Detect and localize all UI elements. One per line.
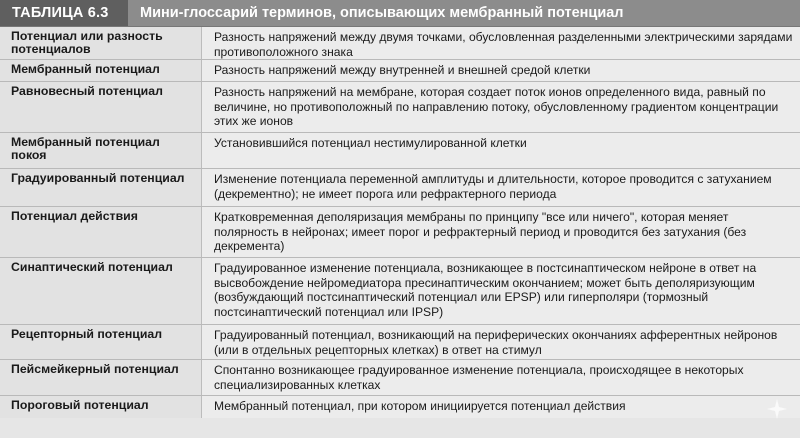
definition-cell: Разность напряжений между внутренней и внешней средой клетки [201, 60, 800, 81]
term-cell: Равновесный потенциал [0, 82, 201, 132]
table-row [0, 258, 800, 325]
table-row [0, 360, 800, 396]
glossary-table [0, 27, 800, 418]
term-cell: Мембранный потенциал [0, 60, 201, 81]
table-row [0, 325, 800, 360]
term-cell: Пороговый потенциал [0, 396, 201, 418]
definition-cell: Установившийся потенциал нестимулированной клетки [201, 133, 800, 168]
sparkle-icon [766, 398, 788, 420]
term-cell: Пейсмейкерный потенциал [0, 360, 201, 395]
table-number: ТАБЛИЦА 6.3 [0, 0, 128, 26]
term-cell: Синаптический потенциал [0, 258, 201, 324]
table-title: Мини-глоссарий терминов, описывающих мембранный потенциал [140, 5, 624, 21]
term-cell: Рецепторный потенциал [0, 325, 201, 359]
definition-cell: Градуированное изменение потенциала, возникающее в постсинаптическом нейроне в ответ на высвобождение нейромедиатора пресинаптическим окончанием; может быть деполяризующим (возбуждающий постсинаптический потенциал или EPSP) или гиперполяри (тормозный постсинаптический потенциал или IPSP) [201, 258, 800, 324]
table-row [0, 27, 800, 60]
term-cell: Мембранный потенциал покоя [0, 133, 201, 168]
definition-cell: Разность напряжений между двумя точками, обусловленная разделенными электрическими зарядами противоположного знака [201, 27, 800, 59]
term-cell: Градуированный потенциал [0, 169, 201, 206]
definition-cell: Спонтанно возникающее градуированное изменение потенциала, происходящее в некоторых специализированных клетках [201, 360, 800, 395]
table-row [0, 60, 800, 82]
term-cell: Потенциал или разность потенциалов [0, 27, 201, 59]
definition-cell: Изменение потенциала переменной амплитуды и длительности, которое проводится с затуханием (декрементно); не имеет порога или рефрактерного периода [201, 169, 800, 206]
table-row [0, 169, 800, 207]
term-cell: Потенциал действия [0, 207, 201, 257]
table-header [0, 0, 800, 27]
table-row [0, 207, 800, 258]
definition-cell: Градуированный потенциал, возникающий на периферических окончаниях афферентных нейронов (или в отдельных рецепторных клетках) в ответ на стимул [201, 325, 800, 359]
definition-cell: Кратковременная деполяризация мембраны по принципу "все или ничего", которая меняет полярность в нейронах; имеет порог и рефрактерный период и проводится без затухания (без декремента) [201, 207, 800, 257]
table-row [0, 82, 800, 133]
table-row [0, 133, 800, 169]
definition-cell: Мембранный потенциал, при котором инициируется потенциал действия [201, 396, 800, 418]
table-row [0, 396, 800, 418]
definition-cell: Разность напряжений на мембране, которая создает поток ионов определенного вида, равный по величине, но противоположный по направлению потоку, обусловленному градиентом концентрации этих же ионов [201, 82, 800, 132]
